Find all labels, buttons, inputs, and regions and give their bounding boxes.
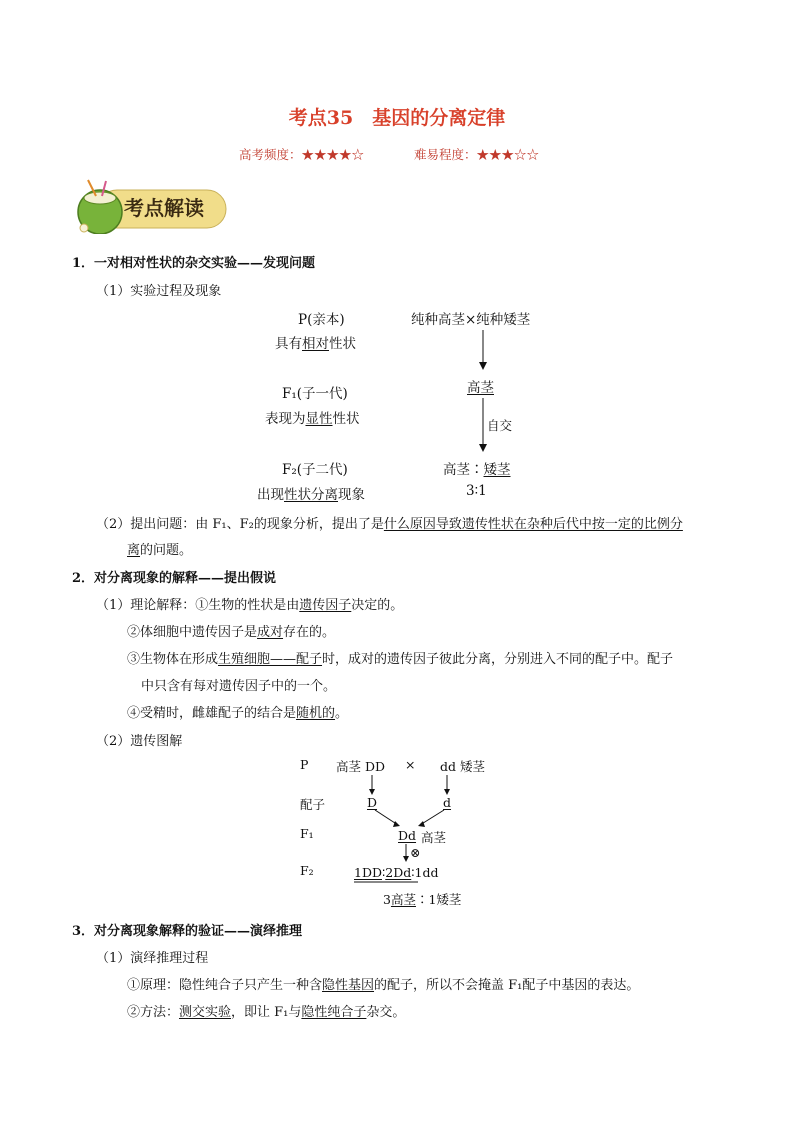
s2-line-1	[96, 594, 403, 613]
f2-ratio: 3∶1	[466, 483, 487, 499]
f2-result	[443, 458, 511, 478]
s3-line-1	[127, 974, 639, 993]
f2-result-a: 高茎	[443, 462, 470, 478]
s3-l2-underlined-2: 隐性纯合子	[301, 1005, 367, 1020]
arrowhead-cross-to-f1	[479, 362, 487, 370]
gen-times: ×	[405, 757, 416, 772]
gen-pheno-tall: 高茎	[390, 892, 416, 907]
gen-gamete-d-lower: d	[443, 795, 452, 810]
s3-l2-mid: ，即让 F₁与	[231, 1005, 302, 1020]
s2-l3-pre: ③生物体在形成	[127, 652, 219, 667]
arrowhead-d-to-f1	[393, 821, 400, 827]
s2-line-4	[127, 702, 348, 721]
f2-colon: ∶	[470, 462, 484, 478]
f2-desc-pre: 出现	[257, 487, 284, 503]
f1-label: F₁(子一代)	[282, 386, 348, 402]
gen-p-label: P	[300, 757, 309, 772]
f2-label: F₂(子二代)	[282, 462, 348, 478]
sub2-pre: （2）提出问题：由 F₁、F₂的现象分析，提出了是	[96, 517, 384, 532]
gen-f2-colon-1: ∶	[382, 865, 386, 880]
gen-pheno-num: 3	[383, 892, 391, 907]
s2-l1-pre: （1）理论解释：①生物的性状是由	[96, 598, 300, 613]
selfing-label: 自交	[487, 418, 513, 433]
section-banner	[70, 178, 230, 234]
gen-f2-dd-upper: 1DD	[354, 865, 382, 880]
frequency-stars: ★★★★☆	[301, 147, 365, 162]
s2-line-2	[127, 621, 335, 640]
gen-pheno-short: 1矮茎	[428, 892, 462, 907]
frequency-rating	[239, 145, 364, 163]
f1-result: 高茎	[467, 380, 494, 396]
f1-desc-underlined: 显性	[305, 411, 333, 427]
s2-sub2: （2）遗传图解	[96, 734, 183, 749]
selfing-symbol-icon: ⊗	[410, 845, 421, 860]
gen-parent1: 高茎 DD	[336, 759, 386, 774]
section-1-sub2	[96, 513, 683, 532]
s2-l1-underlined: 遗传因子	[299, 598, 352, 613]
s2-l3-underlined: 生殖细胞——配子	[218, 652, 323, 667]
f1-description	[265, 407, 360, 427]
section-1-heading: 1．一对相对性状的杂交实验——发现问题	[72, 256, 316, 271]
s3-line-2	[127, 1001, 405, 1020]
gen-f2-label: F₂	[300, 863, 314, 878]
sub2-post: 的问题。	[140, 543, 193, 558]
s2-l4-pre: ④受精时，雌雄配子的结合是	[127, 706, 297, 721]
s2-l2-pre: ②体细胞中遗传因子是	[127, 625, 258, 640]
page-title: 考点35 基因的分离定律	[288, 107, 506, 129]
banner-text: 考点解读	[124, 196, 204, 220]
arrowhead-f1-to-f2	[479, 444, 487, 452]
section-3-sub1: （1）演绎推理过程	[96, 951, 209, 966]
section-1-sub2-cont	[127, 539, 192, 558]
f1-desc-pre: 表现为	[265, 411, 306, 427]
gen-pheno-colon: ∶	[415, 892, 429, 907]
gen-f1-genotype: Dd	[398, 828, 417, 843]
gen-gamete-d-upper: D	[367, 795, 378, 810]
s3-l2-underlined-1: 测交实验	[179, 1005, 232, 1020]
gen-f2-colon-2: ∶	[411, 865, 415, 880]
frequency-label: 高考频度：	[239, 147, 302, 162]
arrowhead-dd-to-f1	[418, 821, 425, 827]
s3-l1-post: 的配子，所以不会掩盖 F₁配子中基因的表达。	[374, 978, 640, 993]
gen-f1-label: F₁	[300, 826, 314, 841]
section-1-sub1: （1）实验过程及现象	[96, 284, 222, 299]
p-desc-pre: 具有	[275, 336, 302, 352]
s3-l1-underlined: 隐性基因	[322, 978, 375, 993]
s2-line-3	[127, 648, 673, 667]
difficulty-stars: ★★★☆☆	[476, 147, 540, 162]
s2-l4-post: 。	[335, 706, 349, 721]
gen-f2-genotypes	[354, 865, 438, 880]
p-description	[275, 332, 356, 352]
s2-l2-post: 存在的。	[283, 625, 336, 640]
sub2-underlined-2: 离	[127, 543, 141, 558]
sub2-underlined-1: 什么原因导致遗传性状在杂种后代中按一定的比例分	[383, 517, 683, 532]
section-3-heading: 3．对分离现象解释的验证——演绎推理	[72, 924, 303, 939]
f2-desc-post: 现象	[338, 487, 365, 503]
gen-gamete-label: 配子	[300, 797, 326, 812]
s3-l2-pre: ②方法：	[127, 1005, 180, 1020]
s2-l1-post: 决定的。	[351, 598, 404, 613]
difficulty-label: 难易程度：	[414, 147, 477, 162]
arrowhead-f1-to-f2-genetic	[403, 856, 409, 862]
arrow-dd-to-f1	[420, 810, 444, 825]
f2-desc-underlined: 性状分离	[284, 487, 338, 503]
s2-line-3b: 中只含有每对遗传因子中的一个。	[141, 679, 337, 694]
gen-f2-dd-lower: 1dd	[414, 865, 439, 880]
section-2-heading: 2．对分离现象的解释——提出假说	[72, 571, 277, 586]
s3-l2-post: 杂交。	[366, 1005, 406, 1020]
gen-f1-phenotype: 高茎	[421, 830, 447, 845]
gen-f2-phenotypes	[383, 890, 461, 908]
p-label: P(亲本)	[298, 312, 345, 328]
s2-l2-underlined: 成对	[257, 625, 284, 640]
cross-text: 纯种高茎×纯种矮茎	[411, 312, 531, 328]
arrow-d-to-f1	[375, 810, 398, 825]
f1-desc-post: 性状	[332, 411, 360, 427]
p-desc-underlined: 相对	[302, 336, 329, 352]
s3-l1-pre: ①原理：隐性纯合子只产生一种含	[127, 978, 323, 993]
gen-f2-dd-mixed: 2Dd	[385, 865, 412, 880]
s2-l4-underlined: 随机的	[296, 706, 336, 721]
s2-l3-post: 时，成对的遗传因子彼此分离，分别进入不同的配子中。配子	[322, 652, 674, 667]
f2-description	[257, 483, 365, 503]
difficulty-rating	[414, 145, 539, 163]
f2-result-b: 矮茎	[483, 462, 511, 478]
p-desc-post: 性状	[329, 336, 356, 352]
gen-parent2: dd 矮茎	[440, 759, 485, 774]
